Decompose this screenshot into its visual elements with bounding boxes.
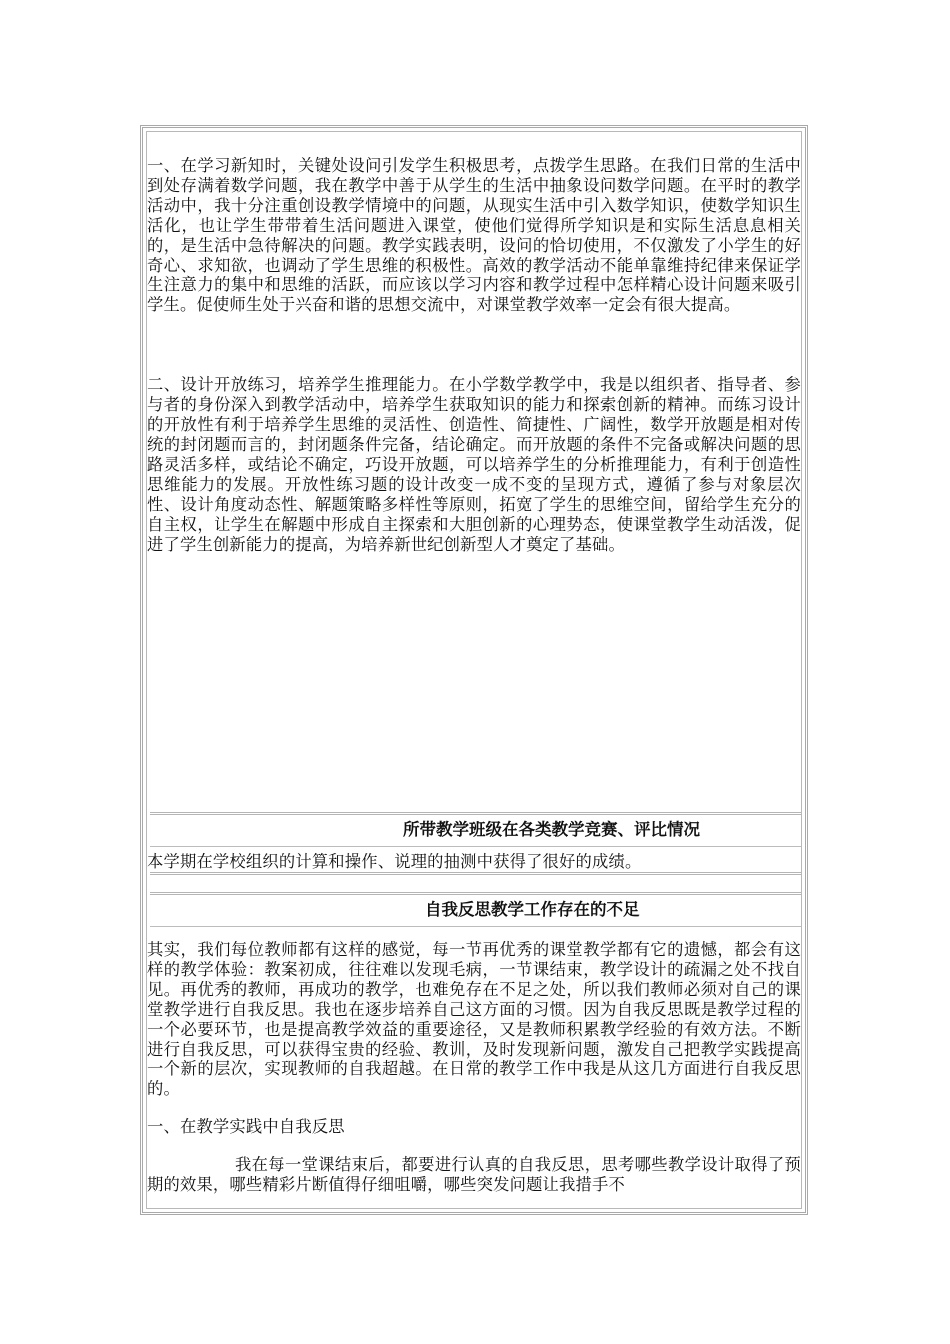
reflection-section bbox=[147, 900, 801, 920]
reflection-practice-text: 我在每一堂课结束后，都要进行认真的自我反思，思考哪些教学设计取得了预期的效果，哪些精彩片断值得仔细咀嚼，哪些突发问题让我措手不 bbox=[147, 1155, 801, 1195]
section-divider bbox=[150, 892, 801, 895]
competition-body bbox=[147, 852, 801, 872]
section-divider bbox=[150, 846, 801, 847]
paragraph-open-exercises: 二、设计开放练习，培养学生推理能力。在小学数学教学中，我是以组织者、指导者、参与者的身份深入到教学活动中，培养学生获取知识的能力和探索创新的精神。而练习设计的开放性有利于培养学生思维的灵活性、创造性、简捷性、广阔性，数学开放题是相对传统的封闭题而言的，封闭题条件完备，结论确定。而开放题的条件不完备或解决问题的思路灵活多样，或结论不确定，巧设开放题，可以培养学生的分析推理能力，有利于创造性思维能力的发展。开放性练习题的设计改变一成不变的呈现方式，遵循了参与对象层次性、设计角度动态性、解题策略多样性等原则，拓宽了学生的思维空间，留给学生充分的自主权，让学生在解题中形成自主探索和大胆创新的心理势态，使课堂教学生动活泼，促进了学生创新能力的提高，为培养新世纪创新型人才奠定了基础。 bbox=[147, 375, 801, 554]
document-table-inner bbox=[146, 131, 802, 1209]
document-table bbox=[140, 125, 808, 1215]
reflection-subheading: 一、在教学实践中自我反思 bbox=[147, 1117, 345, 1137]
competition-section bbox=[147, 820, 801, 840]
reflection-heading: 自我反思教学工作存在的不足 bbox=[425, 900, 640, 919]
section-divider bbox=[150, 926, 801, 927]
competition-heading: 所带教学班级在各类教学竞赛、评比情况 bbox=[403, 820, 700, 839]
paragraph-questioning: 一、在学习新知时，关键处设问引发学生积极思考，点拨学生思路。在我们日常的生活中到处存满着数学问题，我在教学中善于从学生的生活中抽象设问数学问题。在平时的教学活动中，我十分注重创设教学情境中的问题，从现实生活中引入数学知识，使数学知识生活化，也让学生带带着生活问题进入课堂，使他们觉得所学知识是和实际生活息息相关的，是生活中急待解决的问题。教学实践表明，设问的恰切使用，不仅激发了小学生的好奇心、求知欲，也调动了学生思维的积极性。高效的教学活动不能单靠维持纪律来保证学生注意力的集中和思维的活跃，而应该以学习内容和教学过程中怎样精心设计问题来吸引学生。促使师生处于兴奋和谐的思想交流中，对课堂教学效率一定会有很大提高。 bbox=[147, 156, 801, 315]
teaching-methods-cell bbox=[147, 156, 801, 554]
reflection-body bbox=[147, 940, 801, 1195]
reflection-intro-text: 其实，我们每位教师都有这样的感觉，每一节再优秀的课堂教学都有它的遗憾，都会有这样的教学体验：教案初成，往往难以发现毛病，一节课结束，教学设计的疏漏之处不找自见。再优秀的教师，再成功的教学，也难免存在不足之处，所以我们教师必须对自己的课堂教学进行自我反思。我也在逐步培养自己这方面的习惯。因为自我反思既是教学过程的一个必要环节，也是提高教学效益的重要途径，又是教师积累教学经验的有效方法。不断进行自我反思，可以获得宝贵的经验、教训，及时发现新问题，激发自己把教学实践提高一个新的层次，实现教师的自我超越。在日常的教学工作中我是从这几方面进行自我反思的。 bbox=[147, 940, 801, 1099]
section-divider bbox=[150, 812, 801, 815]
competition-result-text: 本学期在学校组织的计算和操作、说理的抽测中获得了很好的成绩。 bbox=[147, 852, 642, 871]
section-divider bbox=[150, 872, 801, 875]
